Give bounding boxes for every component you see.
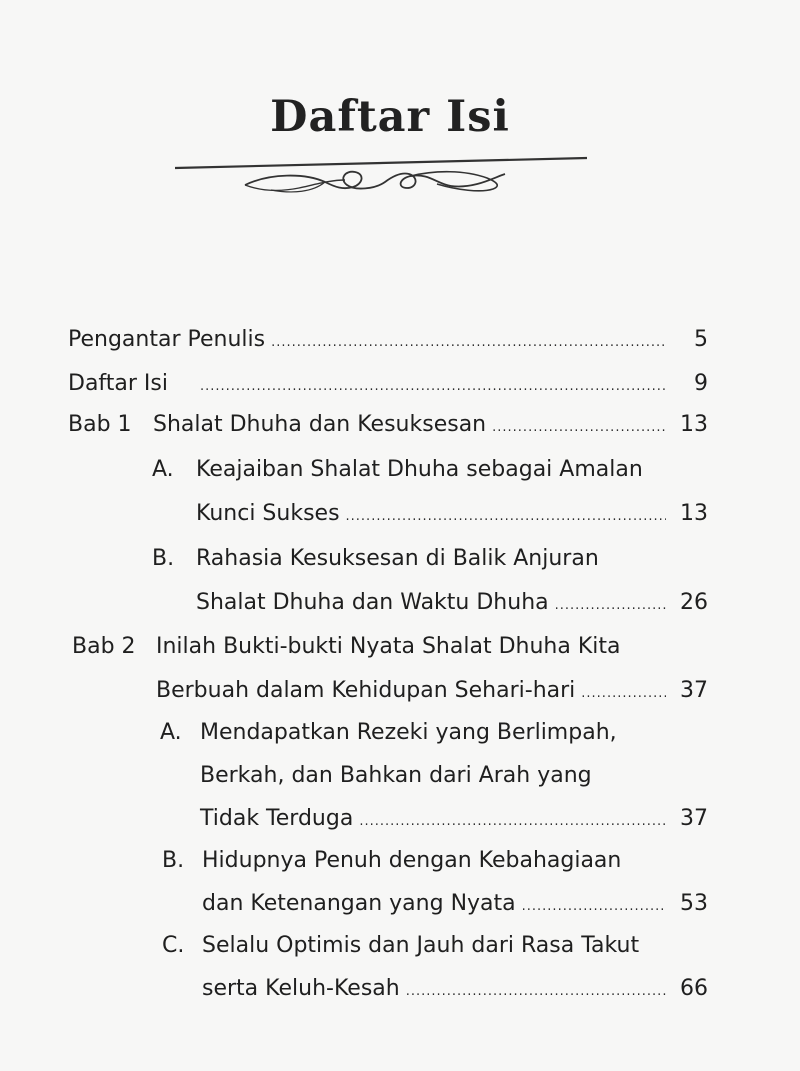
section-title-line: Selalu Optimis dan Jauh dari Rasa Takut (202, 933, 640, 958)
toc-entry-bab-2-b[interactable]: dan Ketenangan yang Nyata ..... 53 (202, 889, 708, 922)
section-title-line: Hidupnya Penuh dengan Kebahagiaan (202, 848, 622, 873)
section-title-line: Rahasia Kesuksesan di Balik Anjuran (196, 546, 599, 571)
section-marker: C. (162, 933, 185, 958)
leader-dots (271, 328, 666, 358)
leader-dots (492, 413, 666, 443)
toc-entry-bab-2[interactable]: Berbuah dalam Kehidupan Sehari-hari ..... 37 (156, 676, 708, 709)
leader-dots (522, 892, 666, 922)
toc-entry-bab-1-a[interactable]: Kunci Sukses ..... 13 (196, 499, 708, 532)
chapter-label: Bab 1 (68, 412, 132, 437)
leader-dots (200, 372, 666, 402)
page-title: Daftar Isi (270, 92, 510, 142)
section-marker: B. (152, 546, 175, 571)
section-marker: B. (162, 848, 185, 873)
toc-entry-bab-1-b[interactable]: Shalat Dhuha dan Waktu Dhuha ..... 26 (196, 588, 708, 621)
toc-entry-pengantar[interactable]: Pengantar Penulis ..... 5 (68, 325, 708, 358)
toc-entry-bab-1[interactable]: Shalat Dhuha dan Kesuksesan ..... 13 (153, 410, 708, 443)
leader-dots (346, 502, 666, 532)
leader-dots (406, 977, 666, 1007)
toc-entry-daftar-isi[interactable]: Daftar Isi ..... 9 (68, 369, 708, 402)
section-marker: A. (152, 457, 174, 482)
section-title-line: Mendapatkan Rezeki yang Berlimpah, (200, 720, 617, 745)
leader-dots (555, 591, 666, 621)
chapter-title-line: Inilah Bukti-bukti Nyata Shalat Dhuha Kita (156, 634, 621, 659)
chapter-label: Bab 2 (72, 634, 136, 659)
toc-entry-bab-2-c[interactable]: serta Keluh-Kesah ..... 66 (202, 974, 708, 1007)
toc-entry-bab-2-a[interactable]: Tidak Terduga ..... 37 (200, 804, 708, 837)
section-title-line: Berkah, dan Bahkan dari Arah yang (200, 763, 592, 788)
section-marker: A. (160, 720, 182, 745)
section-title-line: Keajaiban Shalat Dhuha sebagai Amalan (196, 457, 643, 482)
leader-dots (359, 807, 666, 837)
leader-dots (581, 679, 666, 709)
